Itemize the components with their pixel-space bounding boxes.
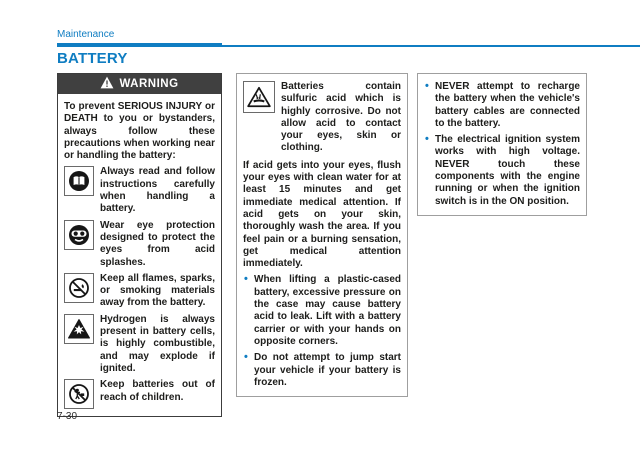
read-instructions-icon	[64, 166, 94, 196]
warning-item	[64, 166, 215, 215]
page-title: BATTERY	[57, 50, 128, 67]
breadcrumb: Maintenance	[57, 29, 115, 40]
acid-precautions-box	[236, 73, 408, 397]
eye-protection-icon	[64, 220, 94, 250]
acid-lead-row	[243, 81, 401, 155]
acid-bullet: • Do not attempt to jump start your vehicle if your battery is frozen.	[243, 352, 401, 389]
no-flames-icon	[64, 273, 94, 303]
acid-lead-text: Batteries contain sulfuric acid which is highly corrosive. Do not allow acid to contact your eyes, skin or clothing.	[281, 81, 401, 154]
warning-item-text: Keep all flames, sparks, or smoking materials away from the battery.	[100, 272, 215, 309]
keep-away-children-icon	[64, 379, 94, 409]
electrical-bullet: • NEVER attempt to recharge the battery when the vehicle's battery cables are connected to the battery.	[424, 81, 580, 130]
warning-item	[64, 314, 215, 375]
electrical-warnings-box	[417, 73, 587, 216]
warning-box-header-label: WARNING	[119, 78, 179, 90]
warning-box	[57, 73, 222, 417]
corrosive-acid-icon	[243, 81, 275, 113]
acid-bullet: • When lifting a plastic-cased battery, excessive pressure on the case may cause battery acid to leak. Lift with a battery carrier or with your hands on opposite corners.	[243, 274, 401, 348]
acid-paragraph: If acid gets into your eyes, flush your eyes with clean water for at least 15 minutes and get immediate medical attention. If acid gets on your skin, thoroughly wash the area. If you feel pain or a burning sensation, get medical attention immediately.	[243, 159, 401, 270]
header-rule-line	[222, 45, 640, 47]
electrical-bullet: • The electrical ignition system works with high voltage. NEVER touch these components with the engine running or when the ignition switch is in the ON position.	[424, 134, 580, 208]
warning-item	[64, 220, 215, 269]
header-accent-bar	[57, 43, 222, 47]
explosion-hazard-icon	[64, 314, 94, 344]
page-number: 7-30	[57, 411, 78, 422]
warning-item-text: Wear eye protection designed to protect the eyes from acid splashes.	[100, 219, 215, 268]
warning-item-text: Always read and follow instructions carefully when handling a battery.	[100, 166, 215, 215]
warning-triangle-icon	[100, 76, 114, 92]
warning-item-text: Hydrogen is always present in battery cells, is highly combustible, and may explode if ignited.	[100, 313, 215, 374]
warning-item	[64, 379, 215, 409]
warning-item	[64, 273, 215, 310]
warning-intro-text: To prevent SERIOUS INJURY or DEATH to you or bystanders, always follow these precautions when working near or handling the battery:	[64, 101, 215, 162]
warning-box-header	[58, 74, 221, 94]
warning-item-text: Keep batteries out of reach of children.	[100, 379, 215, 403]
